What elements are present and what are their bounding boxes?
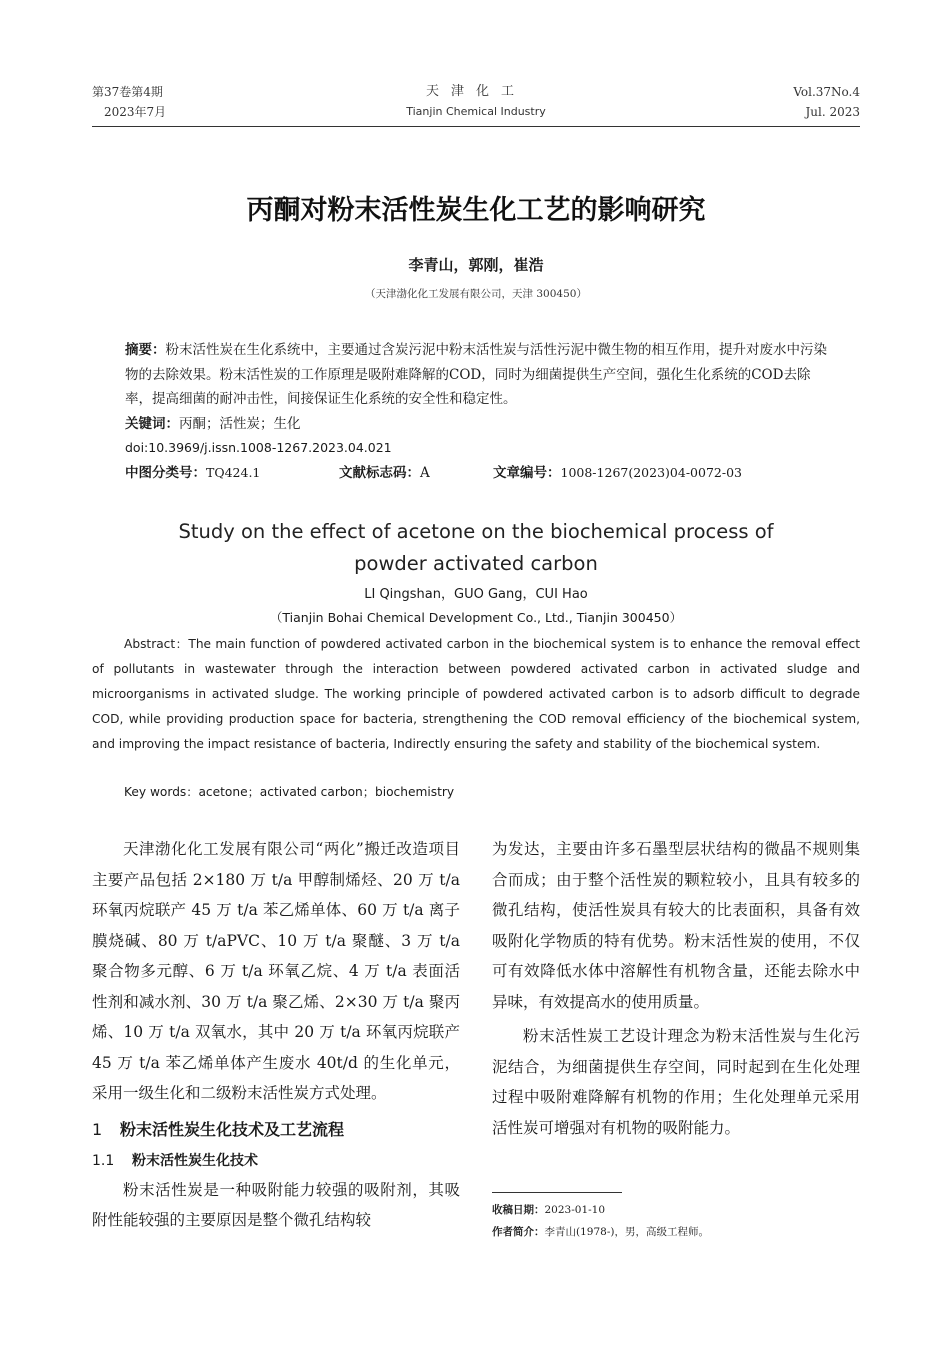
- header-rule: [92, 126, 860, 127]
- keywords-text: 丙酮；活性炭；生化: [179, 415, 301, 432]
- author-bio-label: 作者简介：: [492, 1226, 545, 1238]
- paragraph-1-start: 粉末活性炭是一种吸附能力较强的吸附剂，其吸附性能较强的主要原因是整个微孔结构较: [92, 1180, 460, 1229]
- author-bio: 李青山(1978-)，男，高级工程师。: [544, 1226, 709, 1238]
- paragraph-2: 粉末活性炭工艺设计理念为粉末活性炭与生化污泥结合，为细菌提供生存空间，同时起到在生化处理过程中吸附难降解有机物的作用；生化处理单元采用活性炭可增强对有机物的吸附能力。: [492, 1027, 860, 1137]
- chinese-abstract: [125, 338, 830, 412]
- english-abstract-label: Abstract：: [124, 637, 189, 651]
- body-left-column: [92, 834, 460, 1236]
- english-affiliation: （Tianjin Bohai Chemical Development Co., Ltd., Tianjin 300450）: [269, 610, 683, 625]
- footnote-received: [492, 1202, 605, 1217]
- header-vol-en: [793, 82, 860, 122]
- section-1-1-heading: [92, 1147, 460, 1175]
- header-vol-no-en: Vol.37No.4: [793, 85, 860, 99]
- paper-title: 丙酮对粉末活性炭生化工艺的影响研究: [246, 195, 706, 226]
- paragraph-1-continued: 为发达，主要由许多石墨型层状结构的微晶不规则集合而成；由于整个活性炭的颗粒较小，且具有较多的微孔结构，使活性炭具有较大的比表面积，具备有效吸附化学物质的特有优势。粉末活性炭的使用，不仅可有效降低水体中溶解性有机物含量，还能去除水中异味，有效提高水的使用质量。: [492, 840, 860, 1011]
- doc-code-value: A: [420, 464, 430, 481]
- article-no-value: 1008-1267(2023)04-0072-03: [560, 464, 742, 480]
- english-title: [92, 516, 860, 580]
- running-header: [92, 82, 860, 126]
- doc-code-label: 文献标志码：: [339, 464, 420, 481]
- section-1-heading: [92, 1115, 460, 1145]
- doi: doi:10.3969/j.issn.1008-1267.2023.04.021: [125, 440, 392, 455]
- classification-line: [125, 461, 830, 485]
- chinese-keywords: [125, 412, 830, 437]
- clc-label: 中图分类号：: [125, 464, 206, 481]
- article-no-label: 文章编号：: [493, 464, 561, 481]
- author-list: 李青山，郭刚，崔浩: [408, 256, 544, 274]
- header-journal-cn: 天津化工: [425, 84, 526, 99]
- keywords-label: 关键词：: [125, 415, 179, 432]
- section-1-1-number: 1.1: [92, 1152, 115, 1169]
- header-date-en: Jul. 2023: [805, 105, 860, 119]
- clc-value: TQ424.1: [206, 464, 261, 480]
- document-code: [339, 461, 430, 486]
- received-label: 收稿日期：: [492, 1204, 545, 1216]
- english-keywords-label: Key words：: [124, 785, 199, 799]
- english-keywords-text: acetone；activated carbon；biochemistry: [198, 785, 455, 799]
- body-right-column: [492, 834, 860, 1143]
- header-volume-issue: 第37卷第4期: [92, 85, 163, 99]
- section-1-number: 1: [92, 1119, 103, 1139]
- abstract-label: 摘要：: [125, 342, 166, 358]
- footnote-rule: [492, 1192, 622, 1193]
- article-number: [493, 461, 742, 486]
- english-abstract-text: The main function of powdered activated carbon in the biochemical system is to enhance the removal effect of pollutants in wastewater through the interaction between powdered activated carbon in activated sludge and microorganisms in activated sludge. The working principle of powdered activated carbon is to adsorb difficult to degrade COD, while providing production space for bacteria, strengthening the COD removal efficiency of the biochemical system, and improving the impact resistance of bacteria, Indirectly ensuring the safety and stability of the biochemical system.: [92, 637, 860, 751]
- abstract-text: 粉末活性炭在生化系统中，主要通过含炭污泥中粉末活性炭与活性污泥中微生物的相互作用，提升对废水中污染物的去除效果。粉末活性炭的工作原理是吸附难降解的COD，同时为细菌提供生产空间，强化生化系统的COD去除率，提高细菌的耐冲击性，间接保证生化系统的安全性和稳定性。: [125, 342, 827, 407]
- received-date: 2023-01-10: [544, 1204, 606, 1216]
- english-title-line2: powder activated carbon: [354, 552, 598, 575]
- footnote-author: [492, 1224, 709, 1239]
- affiliation: （天津渤化化工发展有限公司，天津 300450）: [365, 288, 587, 300]
- header-journal-en: Tianjin Chemical Industry: [406, 105, 546, 118]
- header-date-cn: 2023年7月: [104, 105, 167, 119]
- english-abstract: [92, 632, 860, 757]
- clc-number: [125, 461, 260, 486]
- chinese-abstract-block: [125, 338, 830, 485]
- intro-paragraph: 天津渤化化工发展有限公司“两化”搬迁改造项目主要产品包括 2×180 万 t/a 甲醇制烯烃、20 万 t/a 环氧丙烷联产 45 万 t/a 苯乙烯单体、60 万 t/a 离子膜烧碱、80 万 t/aPVC、10 万 t/a 聚醚、3 万 t/a 聚合物多元醇、6 万 t/a 环氧乙烷、4 万 t/a 表面活性剂和减水剂、30 万 t/a 聚乙烯、2×30 万 t/a 聚丙烯、10 万 t/a 双氧水，其中 20 万 t/a 环氧丙烷联产 45 万 t/a 苯乙烯单体产生废水 40t/d 的生化单元，采用一级生化和二级粉末活性炭方式处理。: [92, 840, 460, 1102]
- section-1-title: 粉末活性炭生化技术及工艺流程: [120, 1119, 345, 1139]
- header-journal: [92, 82, 860, 122]
- english-title-line1: Study on the effect of acetone on the biochemical process of: [178, 520, 774, 543]
- section-1-1-title: 粉末活性炭生化技术: [132, 1152, 258, 1169]
- english-authors: LI Qingshan，GUO Gang，CUI Hao: [364, 587, 588, 602]
- english-keywords: [124, 783, 454, 800]
